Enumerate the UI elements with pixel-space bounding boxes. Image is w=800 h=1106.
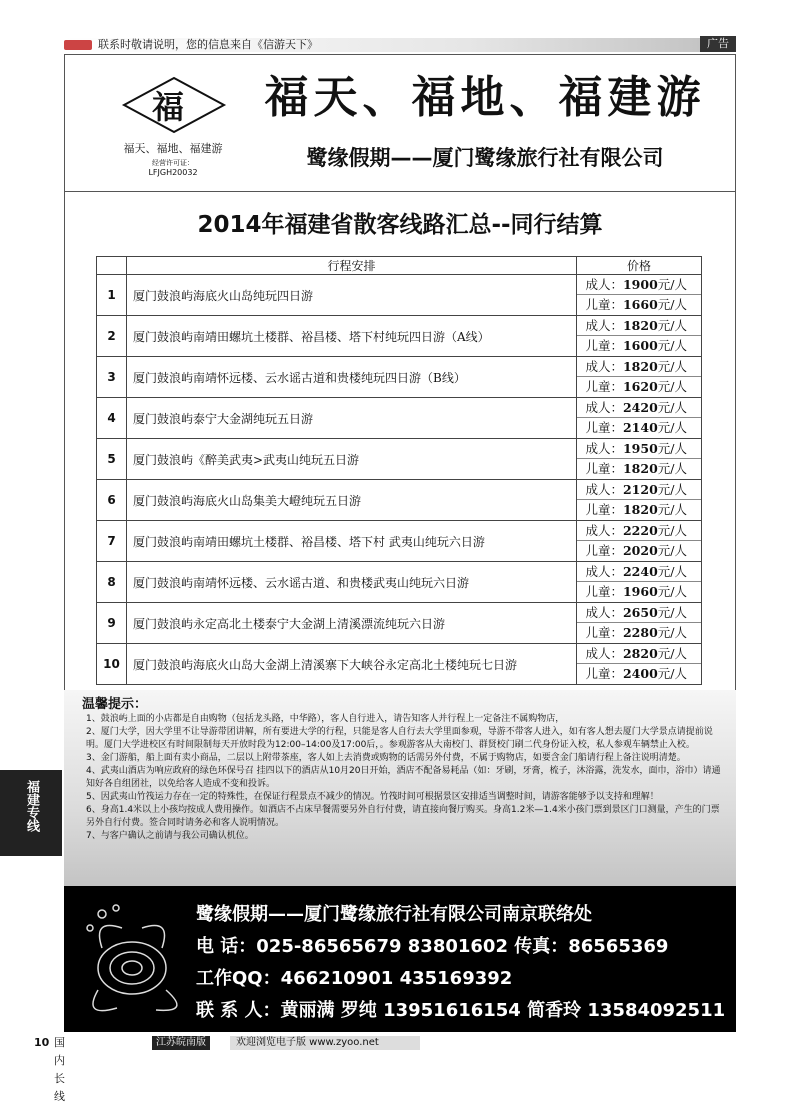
tips-section [82, 696, 722, 843]
contact-office: 鹭缘假期——厦门鹭缘旅行社有限公司南京联络处 [196, 904, 592, 925]
child-price: 儿童：2020元/人 [585, 543, 687, 558]
header-price: 价格 [577, 257, 702, 275]
company-name: 鹭缘假期——厦门鹭缘旅行社有限公司 [306, 146, 664, 170]
route-name: 厦门鼓浪屿南靖怀远楼、云水谣古道、和贵楼武夷山纯玩六日游 [127, 562, 577, 603]
license-label: 经营许可证： [152, 159, 194, 167]
route-number: 7 [97, 521, 127, 562]
adult-price: 成人：1820元/人 [577, 357, 701, 377]
contact-phone: 电 话：025-86565679 83801602 传真：86565369 [196, 936, 669, 957]
tip-item: 4、武夷山酒店为响应政府的绿色环保号召 挂四以下的酒店从10月20日开始，酒店不配备易耗品（如：牙刷，牙膏，梳子，沐浴露，洗发水，面巾，浴巾）请通知好各自组团社，以免给客人造成不变和投诉。 [86, 766, 721, 789]
page-title: 2014年福建省散客线路汇总--同行结算 [197, 212, 603, 238]
header-route: 行程安排 [127, 257, 577, 275]
adult-price: 成人：2120元/人 [577, 480, 701, 500]
child-price: 儿童：2400元/人 [585, 666, 687, 681]
logo-slogan: 福天、福地、福建游 [123, 142, 223, 155]
adult-price: 成人：2650元/人 [577, 603, 701, 623]
table-row [97, 480, 702, 521]
adult-price: 成人：1900元/人 [577, 275, 701, 295]
route-number: 8 [97, 562, 127, 603]
table-row [97, 603, 702, 644]
tip-item: 6、身高1.4米以上小孩均按成人费用操作。如酒店不占床早餐需要另外自行付费，请直接向餐厅购买。身高1.2米—1.4米小孩门票到景区门口测量，产生的门票另外自行付费。签合同时请务必和客人说明情况。 [86, 805, 720, 828]
magazine-logo-icon [64, 40, 92, 50]
edition-badge: 江苏皖南版 [152, 1036, 210, 1050]
child-price: 儿童：2280元/人 [585, 625, 687, 640]
route-name: 厦门鼓浪屿南靖田螺坑土楼群、裕昌楼、塔下村 武夷山纯玩六日游 [127, 521, 577, 562]
table-header-row [97, 257, 702, 275]
route-name: 厦门鼓浪屿海底火山岛纯玩四日游 [127, 275, 577, 316]
section-name: 国内长线 [54, 1036, 65, 1103]
route-number: 3 [97, 357, 127, 398]
route-number: 2 [97, 316, 127, 357]
route-number: 9 [97, 603, 127, 644]
adult-price: 成人：2420元/人 [577, 398, 701, 418]
table-row [97, 439, 702, 480]
side-tab [0, 770, 62, 856]
route-name: 厦门鼓浪屿海底火山岛大金湖上清溪寨下大峡谷永定高北土楼纯玩七日游 [127, 644, 577, 685]
source-notice: 联系时敬请说明，您的信息来自《信游天下》 [98, 38, 318, 51]
route-price [577, 316, 702, 357]
table-row [97, 562, 702, 603]
route-price [577, 357, 702, 398]
child-price: 儿童：1660元/人 [585, 297, 687, 312]
route-name: 厦门鼓浪屿《醉美武夷>武夷山纯玩五日游 [127, 439, 577, 480]
route-price [577, 275, 702, 316]
route-price [577, 398, 702, 439]
child-price: 儿童：1820元/人 [585, 461, 687, 476]
route-price [577, 562, 702, 603]
tip-item: 1、鼓浪屿上面的小店都是自由购物（包括龙头路，中华路），客人自行进入，请告知客人并行程上一定备注不属购物店， [86, 714, 565, 724]
tips-title: 温馨提示： [82, 697, 148, 712]
adult-price: 成人：1950元/人 [577, 439, 701, 459]
child-price: 儿童：1960元/人 [585, 584, 687, 599]
contact-people: 联 系 人：黄丽满 罗纯 13951616154 简香玲 13584092511 [196, 1000, 726, 1021]
table-row [97, 275, 702, 316]
route-number: 6 [97, 480, 127, 521]
table-row [97, 644, 702, 685]
tip-item: 3、金门游船，船上面有卖小商品，二层以上附带茶座，客人如上去消费或购物的话需另外付费，不属于购物店，如要含金门船请行程上备注说明清楚。 [86, 753, 686, 763]
route-name: 厦门鼓浪屿泰宁大金湖纯玩五日游 [127, 398, 577, 439]
route-price [577, 644, 702, 685]
route-number: 5 [97, 439, 127, 480]
route-number: 10 [97, 644, 127, 685]
child-price: 儿童：1600元/人 [585, 338, 687, 353]
side-tab-label: 福建专线 [24, 780, 39, 832]
adult-price: 成人：2820元/人 [577, 644, 701, 664]
contact-section [64, 886, 736, 1032]
route-price [577, 439, 702, 480]
child-price: 儿童：1620元/人 [585, 379, 687, 394]
table-row [97, 316, 702, 357]
route-price [577, 521, 702, 562]
logo-fu-character: 福 [152, 88, 185, 126]
table-row [97, 521, 702, 562]
contact-qq: 工作QQ：466210901 435169392 [196, 968, 513, 989]
header-number [97, 257, 127, 275]
table-row [97, 398, 702, 439]
route-number: 4 [97, 398, 127, 439]
company-logo [108, 64, 238, 184]
tips-list [82, 713, 722, 843]
top-info-bar [64, 38, 736, 52]
website-link[interactable]: 欢迎浏览电子版 www.zyoo.net [230, 1036, 420, 1050]
table-row [97, 357, 702, 398]
route-price [577, 603, 702, 644]
adult-price: 成人：2240元/人 [577, 562, 701, 582]
route-price [577, 480, 702, 521]
tip-item: 7、与客户确认之前请与我公司确认机位。 [86, 831, 254, 841]
adult-price: 成人：2220元/人 [577, 521, 701, 541]
page-number: 10 [34, 1036, 50, 1049]
license-number: LFJGH20032 [148, 168, 198, 177]
ad-tag: 广告 [700, 36, 736, 52]
route-name: 厦门鼓浪屿南靖怀远楼、云水谣古道和贵楼纯玩四日游（B线） [127, 357, 577, 398]
route-number: 1 [97, 275, 127, 316]
route-name: 厦门鼓浪屿海底火山岛集美大嶝纯玩五日游 [127, 480, 577, 521]
tip-item: 2、厦门大学，因大学里不让导游带团讲解，所有要进大学的行程，只能是客人自行去大学里面参观，导游不带客人进入，如有客人想去厦门大学景点请提前说明。厦门大学进校区有时间限制每天开放时段为12:00–14:00及17:00后，。参观游客从大南校门、群贤校门刷二代身份证入校，私人参观车辆禁止入校。 [86, 727, 713, 750]
route-name: 厦门鼓浪屿永定高北土楼泰宁大金湖上清溪漂流纯玩六日游 [127, 603, 577, 644]
tip-item: 5、因武夷山竹筏运力存在一定的特殊性，在保证行程景点不减少的情况。竹筏时间可根据景区安排适当调整时间，请游客能够予以支持和理解！ [86, 792, 659, 802]
route-name: 厦门鼓浪屿南靖田螺坑土楼群、裕昌楼、塔下村纯玩四日游（A线） [127, 316, 577, 357]
child-price: 儿童：1820元/人 [585, 502, 687, 517]
main-title: 福天、福地、福建游 [264, 72, 706, 123]
route-table [96, 256, 702, 685]
route-table-body [97, 275, 702, 685]
child-price: 儿童：2140元/人 [585, 420, 687, 435]
company-header [64, 54, 736, 192]
adult-price: 成人：1820元/人 [577, 316, 701, 336]
